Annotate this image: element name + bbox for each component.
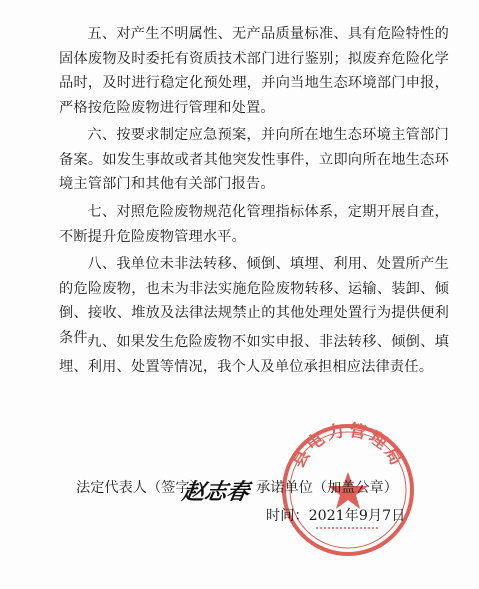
paragraph-nine: 九、如果发生危险废物不如实申报、非法转移、倾倒、填埋、利用、处置等情况，我个人及单位承担相应法律责任。 bbox=[59, 334, 449, 375]
paragraph-five: 五、对产生不明属性、无产品质量标准、具有危险特性的固体废物及时委托有资质技术部门进行鉴别；拟废弃危险化学品时，及时进行稳定化预处理，并向当地生态环境部门申报，严格按危险废物进行管理和处置。 bbox=[59, 26, 449, 116]
date-text: 时间：2021年9月7日 bbox=[266, 508, 406, 524]
handwritten-signature: 赵志春 bbox=[180, 480, 251, 505]
legal-representative-label: 法定代表人（签字） bbox=[76, 480, 204, 496]
svg-text:县电力管理局: 县电力管理局 bbox=[288, 420, 408, 472]
paragraph-seven: 七、对照危险废物规范化管理指标体系，定期开展自查，不断提升危险废物管理水平。 bbox=[59, 204, 449, 245]
promising-unit-label: 承诺单位（加盖公章） bbox=[256, 480, 398, 496]
paragraph-six: 六、按要求制定应急预案，并向所在地生态环境主管部门备案。如发生事故或者其他突发性事件，立即向所在地生态环境主管部门和其他有关部门报告。 bbox=[59, 127, 449, 193]
paragraph-eight: 八、我单位未非法转移、倾倒、填埋、利用、处置所产生的危险废物，也未为非法实施危险废物转移、运输、装卸、倾倒、接收、堆放及法律法规禁止的其他处理处置行为提供便利条件。 bbox=[59, 256, 449, 346]
